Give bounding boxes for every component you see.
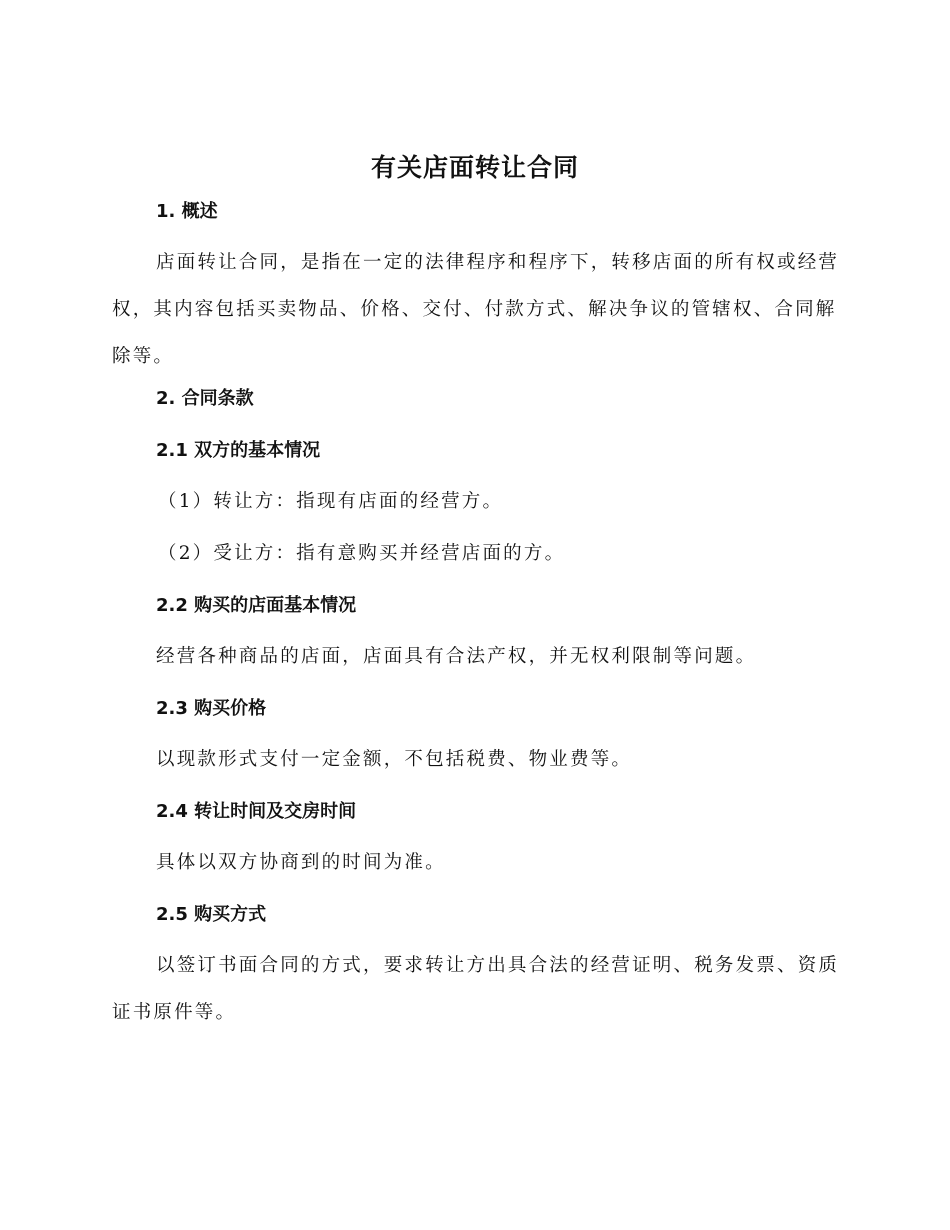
paragraph-store-info: 经营各种商品的店面，店面具有合法产权，并无权利限制等问题。 (156, 646, 757, 667)
paragraph-price: 以现款形式支付一定金额，不包括税费、物业费等。 (156, 749, 633, 770)
list-item-transferor: （1）转让方：指现有店面的经营方。 (158, 491, 504, 512)
paragraph-method: 以签订书面合同的方式，要求转让方出具合法的经营证明、税务发票、资质证书原件等。 (112, 955, 840, 1023)
section-heading-terms: 2. 合同条款 (156, 388, 254, 409)
paragraph-overview: 店面转让合同，是指在一定的法律程序和程序下，转移店面的所有权或经营权，其内容包括买卖物品、价格、交付、付款方式、解决争议的管辖权、合同解除等。 (112, 252, 840, 367)
paragraph-timing: 具体以双方协商到的时间为准。 (156, 852, 446, 873)
document-title: 有关店面转让合同 (370, 153, 579, 182)
section-heading-overview: 1. 概述 (156, 201, 218, 222)
section-heading-timing: 2.4 转让时间及交房时间 (156, 801, 357, 822)
section-heading-store-info: 2.2 购买的店面基本情况 (156, 595, 357, 616)
section-heading-parties: 2.1 双方的基本情况 (156, 440, 321, 461)
section-heading-price: 2.3 购买价格 (156, 698, 267, 719)
list-item-transferee: （2）受让方：指有意购买并经营店面的方。 (158, 543, 566, 564)
section-heading-method: 2.5 购买方式 (156, 904, 267, 925)
